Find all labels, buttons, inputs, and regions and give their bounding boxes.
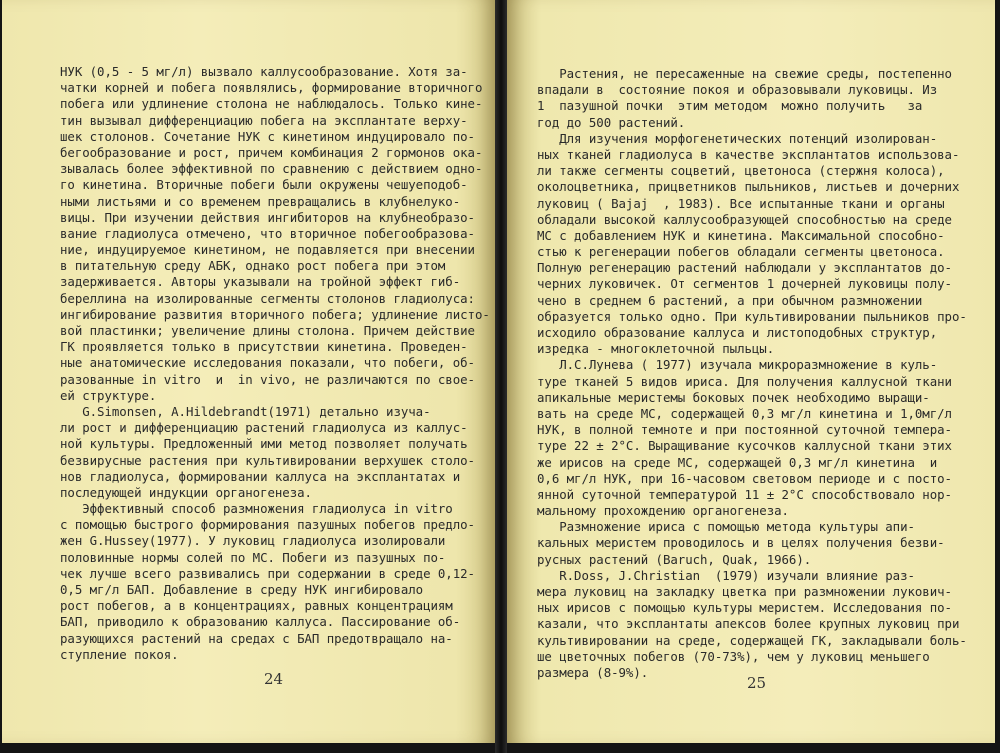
text-line: ных ирисов с помощью культуры меристем. Исследования по- bbox=[537, 600, 952, 616]
text-line: казали, что эксплантаты апексов более крупных луковиц при bbox=[537, 616, 960, 632]
text-line: чатки корней и побега появлялись, формирование вторичного bbox=[60, 80, 483, 96]
text-line: НУК (0,5 - 5 мг/л) вызвало каллусообразование. Хотя за- bbox=[60, 64, 468, 79]
text-line: шек столонов. Сочетание НУК с кинетином индуцировало по- bbox=[60, 128, 475, 144]
text-line: Эффективный способ размножения гладиолуса in vitro bbox=[60, 501, 453, 517]
text-line: БАП, приводило к образованию каллуса. Пассирование об- bbox=[60, 614, 461, 630]
text-line: разованные in vitro и in vivo, не различаются по свое- bbox=[60, 371, 475, 387]
text-line: жен G.Hussey(1977). У луковиц гладиолуса изолировали bbox=[60, 533, 446, 549]
text-line: ГК проявляется только в присутствии кинетина. Проведен- bbox=[60, 339, 468, 355]
text-line: последующей индукции органогенеза. bbox=[60, 484, 312, 500]
text-line: чек лучше всего развивались при содержании в среде 0,12- bbox=[60, 565, 475, 581]
text-line: кальных меристем проводилось и в целях получения безви- bbox=[537, 535, 945, 551]
text-line: зывалась более эффективной по сравнению с действием одно- bbox=[60, 161, 483, 177]
text-line: Полную регенерацию растений наблюдали у эксплантатов до- bbox=[537, 260, 952, 276]
left-page bbox=[2, 0, 495, 743]
left-page-text bbox=[60, 64, 490, 663]
text-line: 0,6 мг/л НУК, при 16-часовом световом периоде и с посто- bbox=[537, 470, 952, 486]
text-line: обладали высокой каллусообразующей способностью на среде bbox=[537, 211, 952, 227]
text-line: ше цветочных побегов (70-73%), чем у луковиц меньшего bbox=[537, 648, 930, 664]
text-line: вание гладиолуса отмечено, что вторичное побегообразова- bbox=[60, 225, 475, 241]
text-line: побега или удлинение столона не наблюдалось. Только кине- bbox=[60, 96, 483, 112]
text-line: Л.С.Лунева ( 1977) изучала микроразмножение в куль- bbox=[537, 357, 938, 373]
text-line: тин вызывал дифференциацию побега на эксплантате верху- bbox=[60, 112, 468, 128]
text-line: ингибирование развития вторичного побега; удлинение листо- bbox=[60, 306, 490, 322]
left-page-number: 24 bbox=[264, 670, 284, 688]
text-line: вицы. При изучении действия ингибиторов на клубнеобразо- bbox=[60, 209, 475, 225]
text-line: апикальные меристемы боковых почек необходимо выращи- bbox=[537, 389, 930, 405]
text-line: бегообразование и рост, причем комбинация 2 гормонов ока- bbox=[60, 144, 483, 160]
book-gutter bbox=[495, 0, 507, 753]
text-line: образуется только одно. При культивировании пыльников про- bbox=[537, 308, 967, 324]
text-line: ных тканей гладиолуса в качестве эксплантатов использова- bbox=[537, 146, 960, 162]
text-line: луковиц ( Bajaj , 1983). Все испытанные ткани и органы bbox=[537, 195, 945, 211]
text-line: впадали в состояние покоя и образовывали луковицы. Из bbox=[537, 82, 938, 98]
text-line: мальному прохождению органогенеза. bbox=[537, 503, 789, 519]
text-line: нов гладиолуса, формировании каллуса на эксплантатах и bbox=[60, 468, 461, 484]
text-line: мера луковиц на закладку цветка при размножении лукович- bbox=[537, 584, 952, 599]
text-line: же ирисов на среде МС, содержащей 0,3 мг/л кинетина и bbox=[537, 454, 938, 470]
text-line: Растения, не пересаженные на свежие среды, постепенно bbox=[537, 66, 952, 81]
text-line: туре тканей 5 видов ириса. Для получения каллусной ткани bbox=[537, 373, 952, 389]
text-line: рост побегов, а в концентрациях, равных концентрациям bbox=[60, 598, 453, 614]
text-line: ей структуре. bbox=[60, 387, 157, 403]
right-page-number: 25 bbox=[747, 674, 767, 692]
text-line: ной культуры. Предложенный ими метод позволяет получать bbox=[60, 436, 468, 452]
text-line: го кинетина. Вторичные побеги были окружены чешуеподоб- bbox=[60, 177, 468, 193]
text-line: ние, индуцируемое кинетином, не подавляется при внесении bbox=[60, 242, 475, 258]
text-line: стью к регенерации побегов обладали сегменты цветоноса. bbox=[537, 244, 945, 260]
text-line: береллина на изолированные сегменты столонов гладиолуса: bbox=[60, 290, 475, 306]
text-line: G.Simonsen, A.Hildebrandt(1971) детально изуча- bbox=[60, 403, 431, 419]
text-line: МС с добавлением НУК и кинетина. Максимальной способно- bbox=[537, 227, 945, 243]
text-line: ли рост и дифференциацию растений гладиолуса из каллус- bbox=[60, 420, 468, 436]
text-line: вать на среде МС, содержащей 0,3 мг/л кинетина и 1,0мг/л bbox=[537, 405, 952, 421]
text-line: чено в среднем 6 растений, а при обычном размножении bbox=[537, 292, 923, 308]
text-line: ные анатомические исследования показали, что побеги, об- bbox=[60, 355, 475, 371]
text-line: изредка - многоклеточной пыльцы. bbox=[537, 341, 775, 357]
text-line: околоцветника, прицветников пыльников, листьев и дочерних bbox=[537, 179, 960, 195]
right-page-text bbox=[537, 66, 973, 681]
text-line: исходило образование каллуса и листоподобных структур, bbox=[537, 325, 938, 340]
text-line: задерживается. Авторы указывали на тройной эффект гиб- bbox=[60, 274, 461, 290]
text-line: 0,5 мг/л БАП. Добавление в среду НУК ингибировало bbox=[60, 582, 424, 597]
text-line: НУК, в полной темноте и при постоянной суточной темпера- bbox=[537, 422, 952, 438]
text-line: с помощью быстрого формирования пазушных побегов предло- bbox=[60, 517, 475, 533]
text-line: Размножение ириса с помощью метода культуры апи- bbox=[537, 519, 915, 535]
right-page bbox=[507, 0, 995, 743]
text-line: R.Doss, J.Christian (1979) изучали влияние раз- bbox=[537, 567, 915, 583]
text-line: 1 пазушной почки этим методом можно получить за bbox=[537, 98, 923, 114]
text-line: ли также сегменты соцветий, цветоноса (стержня колоса), bbox=[537, 163, 945, 179]
text-line: размера (8-9%). bbox=[537, 664, 649, 680]
text-line: вой пластинки; увеличение длины столона. Причем действие bbox=[60, 323, 475, 338]
text-line: в питательную среду АБК, однако рост побега при этом bbox=[60, 258, 446, 274]
text-line: разующихся растений на средах с БАП предотвращало на- bbox=[60, 630, 453, 646]
text-line: половинные нормы солей по МС. Побеги из пазушных по- bbox=[60, 549, 446, 565]
text-line: ступление покоя. bbox=[60, 646, 179, 662]
text-line: культивировании на среде, содержащей ГК, закладывали боль- bbox=[537, 632, 967, 648]
text-line: безвирусные растения при культивировании верхушек столо- bbox=[60, 452, 475, 468]
text-line: ными листьями и со временем превращались в клубнелуко- bbox=[60, 193, 461, 209]
text-line: черних луковичек. От сегментов 1 дочерней луковицы полу- bbox=[537, 276, 952, 292]
text-line: русных растений (Baruch, Quak, 1966). bbox=[537, 551, 812, 567]
text-line: Для изучения морфогенетических потенций изолирован- bbox=[537, 130, 938, 146]
text-line: год до 500 растений. bbox=[537, 114, 686, 130]
text-line: туре 22 ± 2°С. Выращивание кусочков каллусной ткани этих bbox=[537, 438, 952, 454]
text-line: янной суточной температурой 11 ± 2°С способствовало нор- bbox=[537, 486, 952, 502]
